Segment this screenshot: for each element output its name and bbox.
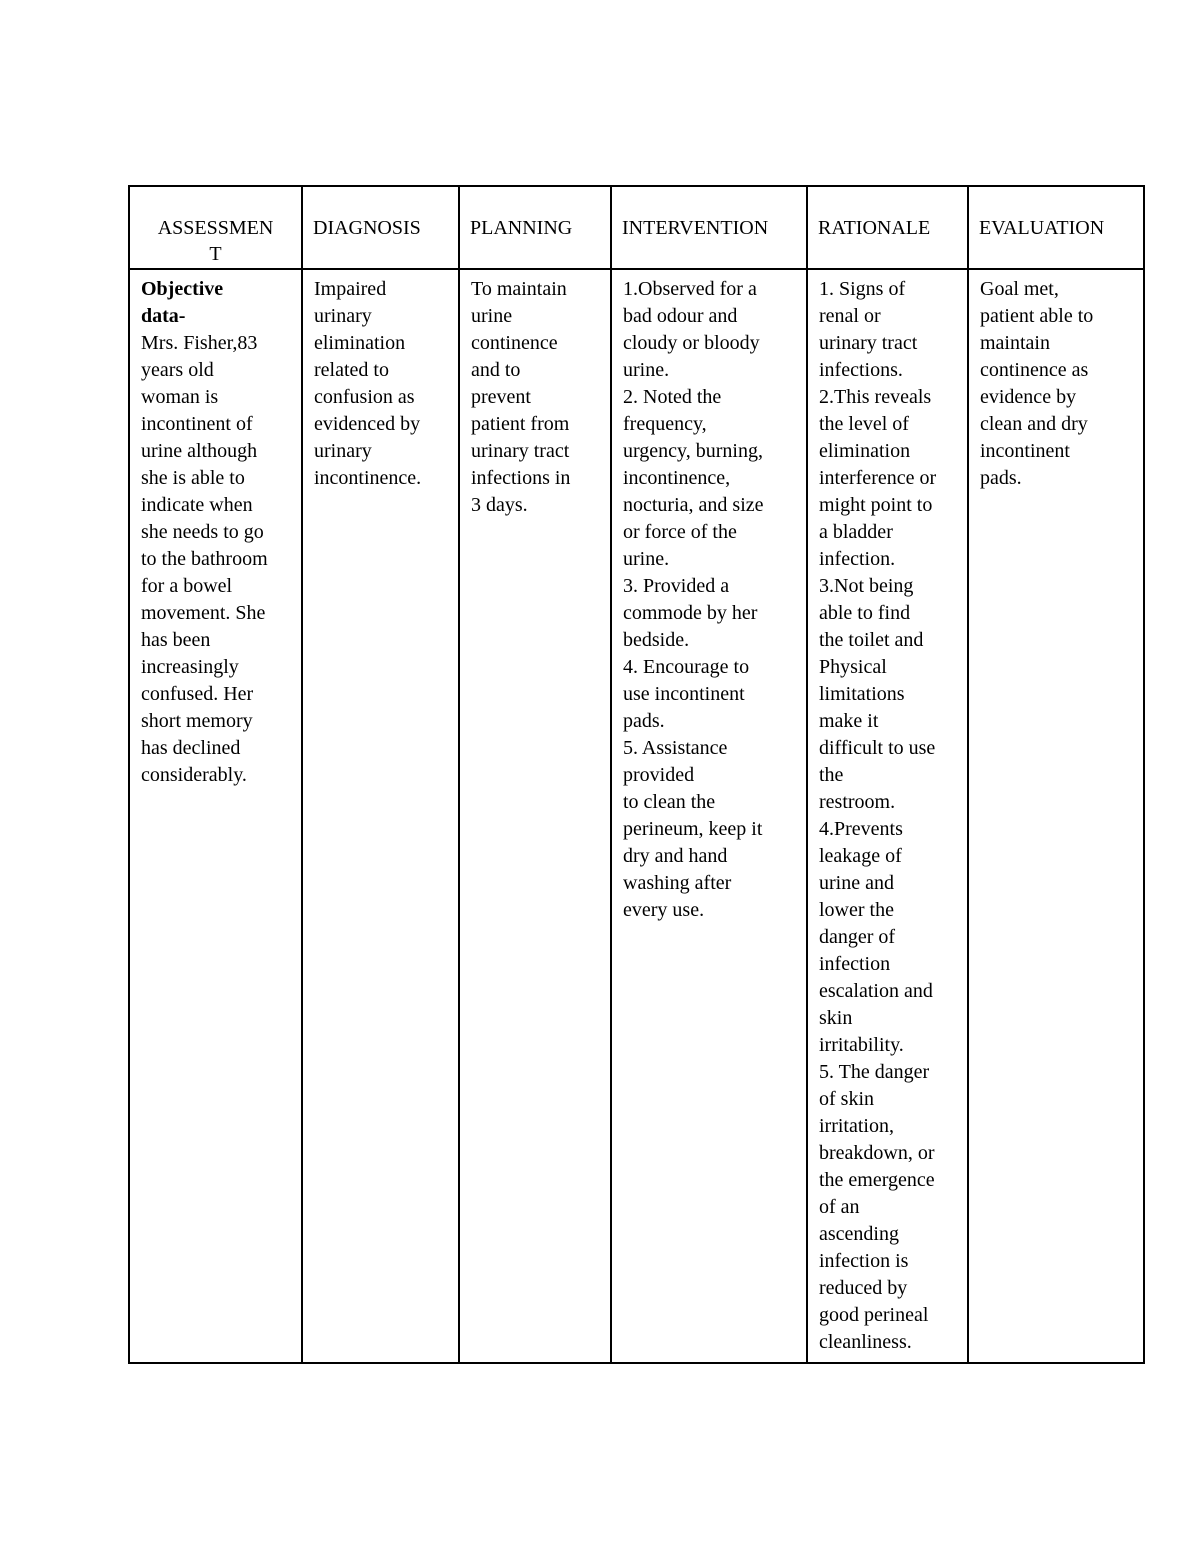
intervention-line: frequency,	[623, 413, 707, 435]
intervention-line: urine.	[623, 548, 670, 570]
planning-line: and to	[471, 359, 521, 381]
assessment-line: has declined	[141, 737, 241, 759]
rationale-line: of skin	[819, 1088, 874, 1110]
rationale-line: infections.	[819, 359, 903, 381]
intervention-line: use incontinent	[623, 683, 745, 705]
diagnosis-line: urinary	[314, 440, 372, 462]
rationale-line: cleanliness.	[819, 1331, 912, 1353]
planning-line: urine	[471, 305, 513, 327]
intervention-line: perineum, keep it	[623, 818, 763, 840]
rationale-line: able to find	[819, 602, 911, 624]
assessment-line: confused. Her	[141, 683, 254, 705]
evaluation-line: maintain	[980, 332, 1050, 354]
assessment-line: incontinent of	[141, 413, 253, 435]
rationale-line: irritability.	[819, 1034, 904, 1056]
assessment-line: to the bathroom	[141, 548, 268, 570]
evaluation-line: incontinent	[980, 440, 1070, 462]
assessment-line: Mrs. Fisher,83	[141, 332, 258, 354]
rationale-line: skin	[819, 1007, 853, 1029]
evaluation-line: patient able to	[980, 305, 1094, 327]
rationale-line: urine and	[819, 872, 894, 894]
assessment-line: has been	[141, 629, 211, 651]
planning-line: To maintain	[471, 278, 567, 300]
rationale-line: elimination	[819, 440, 911, 462]
diagnosis-line: confusion as	[314, 386, 415, 408]
intervention-cell	[611, 269, 807, 1363]
rationale-line: urinary tract	[819, 332, 918, 354]
rationale-line: interference or	[819, 467, 937, 489]
rationale-line: escalation and	[819, 980, 933, 1002]
rationale-line: the level of	[819, 413, 909, 435]
intervention-line: 2. Noted the	[623, 386, 722, 408]
rationale-line: lower the	[819, 899, 894, 921]
assessment-line: increasingly	[141, 656, 239, 678]
rationale-line: Physical	[819, 656, 887, 678]
rationale-line: make it	[819, 710, 879, 732]
planning-line: urinary tract	[471, 440, 570, 462]
assessment-cell	[129, 269, 302, 1363]
intervention-line: cloudy or bloody	[623, 332, 760, 354]
rationale-line: 5. The danger	[819, 1061, 930, 1083]
diagnosis-line: urinary	[314, 305, 372, 327]
assessment-line: for a bowel	[141, 575, 233, 597]
rationale-line: difficult to use	[819, 737, 936, 759]
rationale-cell	[807, 269, 968, 1363]
rationale-line: infection	[819, 953, 891, 975]
diagnosis-line: evidenced by	[314, 413, 421, 435]
rationale-line: 2.This reveals	[819, 386, 932, 408]
assessment-line: urine although	[141, 440, 258, 462]
rationale-line: of an	[819, 1196, 860, 1218]
evaluation-cell	[968, 269, 1144, 1363]
evaluation-line: continence as	[980, 359, 1089, 381]
rationale-line: breakdown, or	[819, 1142, 935, 1164]
rationale-line: infection.	[819, 548, 896, 570]
intervention-line: urgency, burning,	[623, 440, 763, 462]
intervention-line: 4. Encourage to	[623, 656, 750, 678]
rationale-line: the toilet and	[819, 629, 924, 651]
header-assessment: ASSESSMEN T	[129, 186, 302, 269]
evaluation-line: clean and dry	[980, 413, 1088, 435]
evaluation-line: pads.	[980, 467, 1022, 489]
diagnosis-line: elimination	[314, 332, 406, 354]
planning-line: infections in	[471, 467, 571, 489]
diagnosis-line: Impaired	[314, 278, 387, 300]
planning-line: continence	[471, 332, 558, 354]
assessment-line: indicate when	[141, 494, 253, 516]
rationale-line: limitations	[819, 683, 905, 705]
header-diagnosis: DIAGNOSIS	[302, 186, 459, 269]
assessment-line: considerably.	[141, 764, 247, 786]
header-evaluation: EVALUATION	[968, 186, 1144, 269]
diagnosis-line: related to	[314, 359, 389, 381]
intervention-line: dry and hand	[623, 845, 728, 867]
rationale-line: infection is	[819, 1250, 909, 1272]
intervention-line: provided	[623, 764, 695, 786]
diagnosis-line: incontinence.	[314, 467, 422, 489]
rationale-line: the emergence	[819, 1169, 935, 1191]
diagnosis-cell	[302, 269, 459, 1363]
assessment-line: short memory	[141, 710, 253, 732]
rationale-line: danger of	[819, 926, 896, 948]
rationale-line: leakage of	[819, 845, 902, 867]
planning-line: patient from	[471, 413, 570, 435]
assessment-line: she needs to go	[141, 521, 264, 543]
intervention-line: or force of the	[623, 521, 737, 543]
header-rationale: RATIONALE	[807, 186, 968, 269]
rationale-line: renal or	[819, 305, 881, 327]
planning-cell	[459, 269, 611, 1363]
rationale-line: the	[819, 764, 844, 786]
assessment-line: woman is	[141, 386, 219, 408]
intervention-line: 3. Provided a	[623, 575, 730, 597]
nursing-care-plan-table	[128, 185, 1145, 1364]
intervention-line: bedside.	[623, 629, 690, 651]
rationale-line: might point to	[819, 494, 933, 516]
assessment-heading: Objective data-	[141, 278, 224, 327]
intervention-line: commode by her	[623, 602, 758, 624]
evaluation-line: Goal met,	[980, 278, 1059, 300]
header-intervention: INTERVENTION	[611, 186, 807, 269]
header-row	[129, 186, 1144, 269]
content-row	[129, 269, 1144, 1363]
intervention-line: pads.	[623, 710, 665, 732]
assessment-line: years old	[141, 359, 214, 381]
rationale-line: good perineal	[819, 1304, 929, 1326]
evaluation-line: evidence by	[980, 386, 1077, 408]
rationale-line: irritation,	[819, 1115, 894, 1137]
rationale-line: restroom.	[819, 791, 896, 813]
planning-line: 3 days.	[471, 494, 528, 516]
intervention-line: 1.Observed for a	[623, 278, 757, 300]
rationale-line: 1. Signs of	[819, 278, 906, 300]
planning-line: prevent	[471, 386, 531, 408]
rationale-line: 3.Not being	[819, 575, 914, 597]
intervention-line: nocturia, and size	[623, 494, 764, 516]
assessment-line: movement. She	[141, 602, 266, 624]
rationale-line: ascending	[819, 1223, 899, 1245]
intervention-line: 5. Assistance	[623, 737, 728, 759]
intervention-line: every use.	[623, 899, 705, 921]
rationale-line: a bladder	[819, 521, 893, 543]
intervention-line: washing after	[623, 872, 732, 894]
rationale-line: reduced by	[819, 1277, 908, 1299]
intervention-line: urine.	[623, 359, 670, 381]
intervention-line: incontinence,	[623, 467, 731, 489]
header-planning: PLANNING	[459, 186, 611, 269]
rationale-line: 4.Prevents	[819, 818, 903, 840]
intervention-line: bad odour and	[623, 305, 738, 327]
assessment-line: she is able to	[141, 467, 245, 489]
intervention-line: to clean the	[623, 791, 716, 813]
